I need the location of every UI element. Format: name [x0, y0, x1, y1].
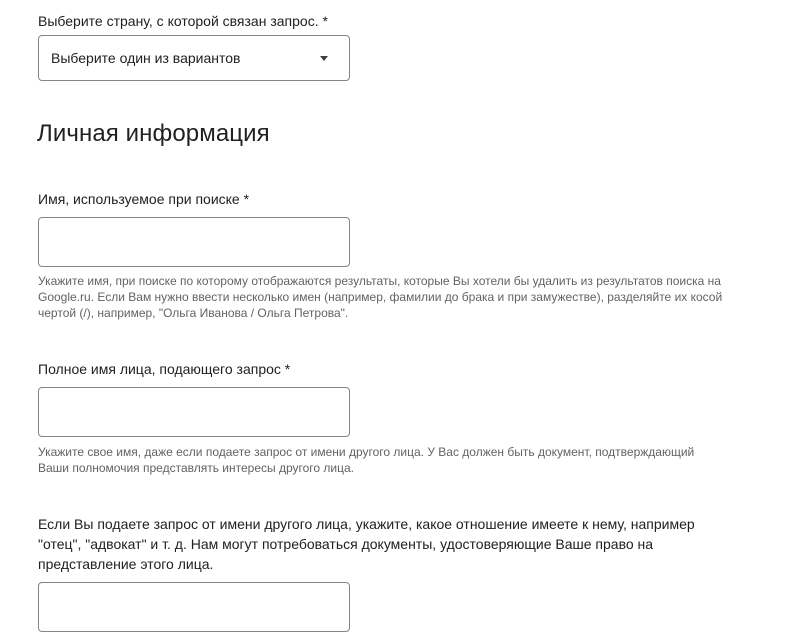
relationship-input[interactable]: [38, 582, 350, 632]
search-name-hint-line: чертой (/), например, "Ольга Иванова / Ольга Петрова".: [38, 306, 349, 320]
search-name-input[interactable]: [38, 217, 350, 267]
caret-down-icon: [320, 56, 328, 61]
relationship-label-line: Если Вы подаете запрос от имени другого лица, укажите, какое отношение имеете к нему, например: [38, 516, 695, 532]
full-name-hint-line: Укажите свое имя, даже если подаете запрос от имени другого лица. У Вас должен быть документ, подтверждающий: [38, 445, 695, 459]
country-select[interactable]: [38, 35, 350, 81]
relationship-label: [38, 514, 778, 574]
search-name-hint: [38, 273, 778, 321]
country-label: Выберите страну, с которой связан запрос. *: [38, 13, 328, 29]
full-name-label: Полное имя лица, подающего запрос *: [38, 361, 291, 377]
full-name-hint: [38, 444, 778, 476]
personal-info-heading: Личная информация: [37, 120, 270, 147]
search-name-hint-line: Google.ru. Если Вам нужно ввести несколько имен (например, фамилии до брака и при замужестве), разделяйте их косой: [38, 290, 723, 304]
relationship-label-line: "отец", "адвокат" и т. д. Нам могут потребоваться документы, удостоверяющие Ваше право на: [38, 536, 654, 552]
full-name-input[interactable]: [38, 387, 350, 437]
search-name-hint-line: Укажите имя, при поиске по которому отображаются результаты, которые Вы хотели бы удалить из результатов поиска на: [38, 274, 721, 288]
search-name-label: Имя, используемое при поиске *: [38, 191, 250, 207]
full-name-hint-line: Ваши полномочия представлять интересы другого лица.: [38, 461, 355, 475]
country-select-value: Выберите один из вариантов: [51, 50, 241, 66]
relationship-label-line: представление этого лица.: [38, 556, 214, 572]
